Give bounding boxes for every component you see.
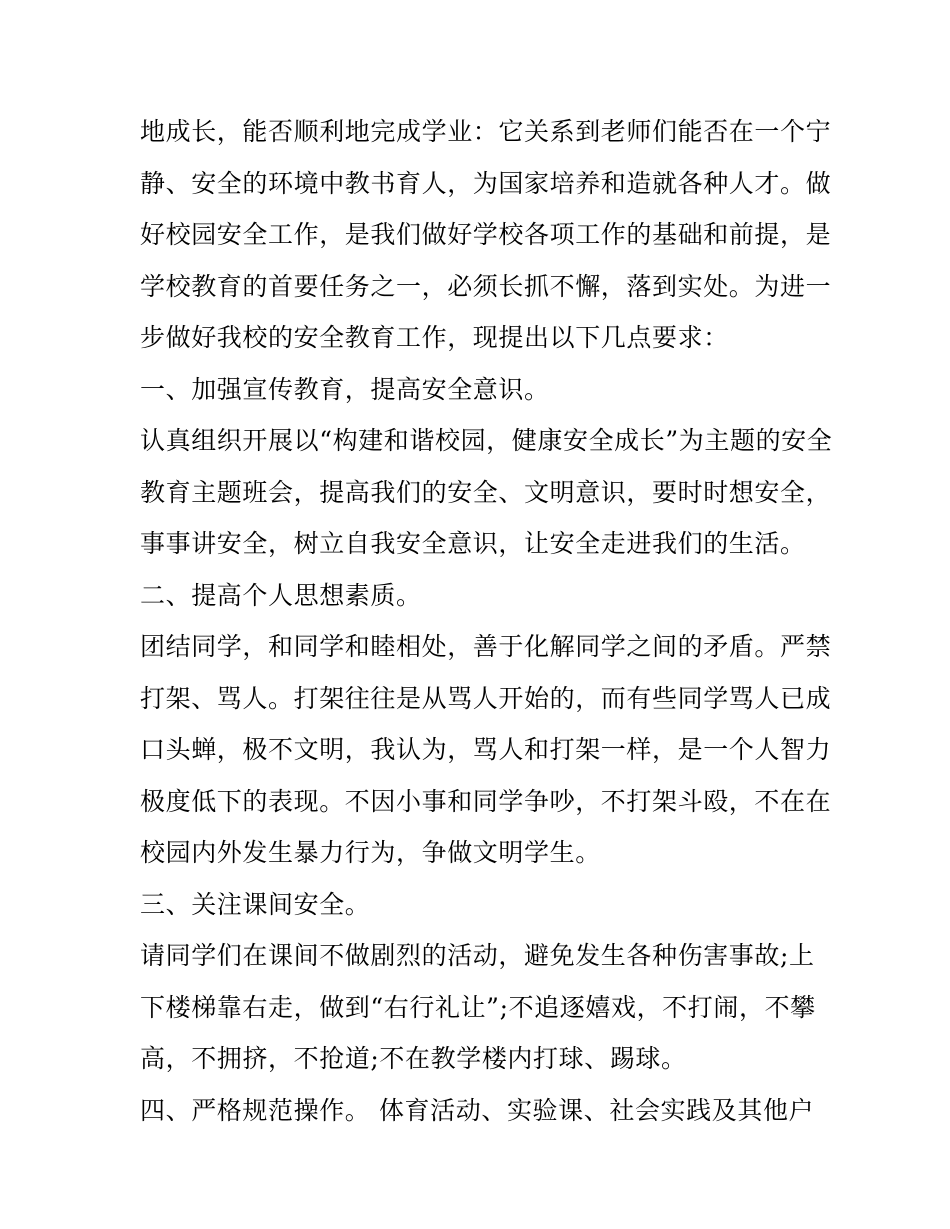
text-line: 下楼梯靠右走，做到“右行礼让”;不追逐嬉戏，不打闹，不攀: [140, 992, 816, 1022]
text-line: 学校教育的首要任务之一，必须长抓不懈，落到实处。为进一: [140, 271, 832, 301]
text-line: 高，不拥挤，不抢道;不在教学楼内打球、踢球。: [140, 1044, 687, 1073]
text-line: 极度低下的表现。不因小事和同学争吵，不打架斗殴，不在在: [140, 786, 832, 816]
text-line: 校园内外发生暴力行为，争做文明学生。: [140, 838, 601, 867]
text-line: 口头蝉，极不文明，我认为，骂人和打架一样，是一个人智力: [140, 735, 832, 764]
text-line: 事事讲安全，树立自我安全意识，让安全走进我们的生活。: [140, 529, 806, 558]
text-line: 地成长，能否顺利地完成学业：它关系到老师们能否在一个宁: [140, 117, 832, 146]
text-line: 打架、骂人。打架往往是从骂人开始的，而有些同学骂人已成: [140, 683, 832, 713]
section-heading-1: 一、加强宣传教育，提高安全意识。: [140, 374, 550, 404]
text-line: 教育主题班会，提高我们的安全、文明意识，要时时想安全，: [140, 477, 832, 507]
text-line: 请同学们在课间不做剧烈的活动，避免发生各种伤害事故;上: [140, 941, 815, 970]
text-line: 团结同学，和同学和睦相处，善于化解同学之间的矛盾。严禁: [140, 632, 832, 661]
text-line: 步做好我校的安全教育工作，现提出以下几点要求：: [140, 323, 729, 352]
text-line: 好校园安全工作，是我们做好学校各项工作的基础和前提，是: [140, 220, 832, 249]
section-heading-2: 二、提高个人思想素质。: [140, 580, 422, 610]
section-heading-4: 四、严格规范操作。 体育活动、实验课、社会实践及其他户: [140, 1095, 815, 1125]
text-line: 静、安全的环境中教书育人，为国家培养和造就各种人才。做: [140, 168, 832, 198]
text-line: 认真组织开展以“构建和谐校园，健康安全成长”为主题的安全: [140, 426, 833, 455]
section-heading-3: 三、关注课间安全。: [140, 889, 371, 919]
document-body: [140, 106, 833, 1136]
